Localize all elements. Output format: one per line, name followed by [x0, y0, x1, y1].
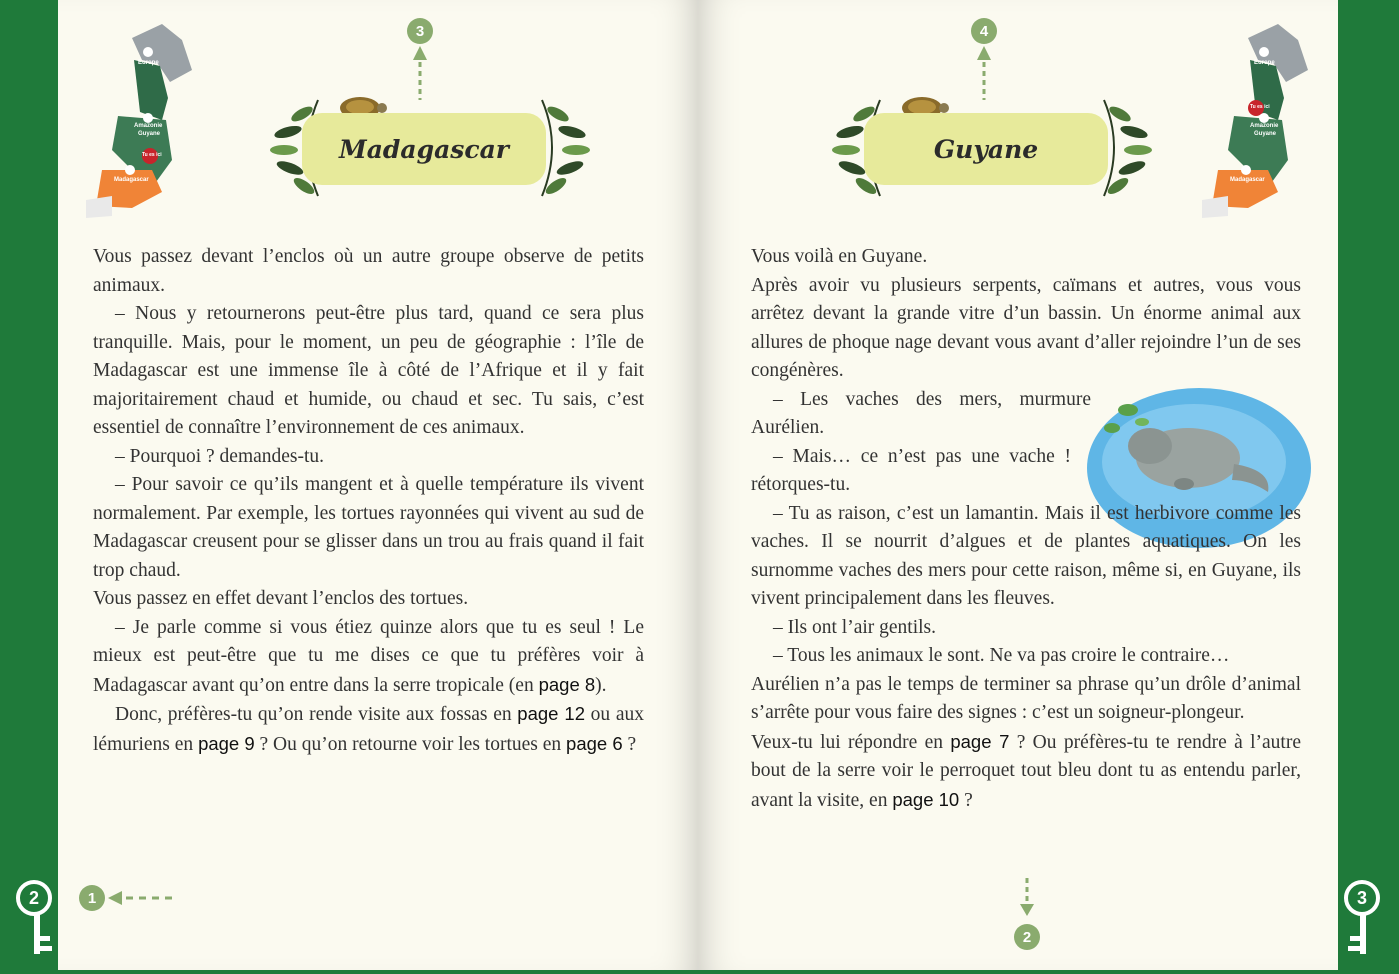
nav-page-circle-up[interactable]: 4 — [971, 18, 997, 44]
paragraph: – Nous y retournerons peut-être plus tard, quand ce sera plus tranquille. Mais, pour le moment, un peu de géographie : l’île de Madagascar est une immense île à côté de l’Afrique et il y fait majoritairement chaud et humide, ou chaud et sec. Tu sais, c’est essentiel de connaître l’environnement de ces animaux. — [93, 303, 644, 438]
key-icon — [28, 914, 54, 954]
nav-page-circle-up[interactable]: 3 — [407, 18, 433, 44]
chapter-title-banner: Madagascar — [302, 113, 546, 185]
paragraph: Aurélien n’a pas le temps de terminer sa phrase qu’un drôle d’animal s’arrête pour vous faire des signes : c’est un soigneur-plongeur. — [751, 673, 1301, 723]
left-body-text — [93, 243, 644, 759]
page-number-badge: 2 — [16, 880, 52, 916]
page-link-6[interactable]: page 6 — [566, 732, 623, 754]
paragraph: – Ils ont l’air gentils. — [773, 616, 937, 638]
page-number-badge: 3 — [1344, 880, 1380, 916]
page-link-10[interactable]: page 10 — [892, 788, 960, 810]
paragraph: Vous voilà en Guyane. — [751, 246, 928, 267]
map-label-guyane: Guyane — [138, 131, 161, 137]
map-label-europe: Europe — [1254, 60, 1275, 66]
paragraph: Veux-tu lui répondre en page 7 ? Ou préfères-tu te rendre à l’autre bout de la serre voir le perroquet tout bleu dont tu as entendu parler, avant la visite, en page 10 ? — [751, 730, 1301, 811]
paragraph: Vous passez devant l’enclos où un autre groupe observe de petits animaux. — [93, 246, 644, 296]
map-icon — [72, 20, 222, 220]
paragraph: – Pourquoi ? demandes-tu. — [115, 445, 325, 467]
map-label-europe: Europe — [138, 60, 159, 66]
right-page — [698, 0, 1338, 970]
paragraph: Donc, préfères-tu qu’on rende visite aux fossas en page 12 ou aux lémuriens en page 9 ? Ou qu’on retourne voir les tortues en page 6 ? — [93, 703, 645, 755]
nav-page-circle-back[interactable]: 1 — [79, 885, 105, 911]
chapter-title-banner: Guyane — [864, 113, 1108, 185]
arrow-up-icon — [977, 46, 991, 102]
map-label-madagascar: Madagascar — [1230, 177, 1265, 183]
paragraph: Vous passez en effet devant l’enclos des tortues. — [93, 588, 469, 609]
map-label-amazonie: Amazonie — [134, 123, 163, 129]
page-link-8[interactable]: page 8 — [538, 673, 596, 695]
paragraph: Après avoir vu plusieurs serpents, caïmans et autres, vous vous arrêtez devant la grande vitre d’un bassin. Un énorme animal aux allures de phoque nage devant vous avant d’aller rejoindre l’un de ses congénères. — [751, 274, 1301, 381]
map-label-you-here: Tu es ici — [142, 152, 162, 158]
left-page — [58, 0, 698, 970]
paragraph: – Mais… ce n’est pas une vache ! rétorques-tu. — [751, 445, 1071, 495]
page-link-7[interactable]: page 7 — [950, 730, 1010, 752]
map-label-guyane: Guyane — [1254, 131, 1277, 137]
map-label-madagascar: Madagascar — [114, 177, 149, 183]
map-icon — [1188, 20, 1338, 220]
nav-page-circle-down[interactable]: 2 — [1014, 924, 1040, 950]
arrow-left-icon — [108, 890, 176, 906]
paragraph: – Pour savoir ce qu’ils mangent et à quelle température ils vivent normalement. Par exemple, les tortues rayonnées qui vivent au sud de Madagascar creusent pour se glisser dans un trou au frais quand il fait trop chaud. — [93, 474, 644, 581]
page-link-9[interactable]: page 9 — [198, 732, 255, 754]
arrow-up-icon — [413, 46, 427, 102]
map-label-you-here: Tu es ici — [1250, 104, 1270, 110]
key-icon — [1346, 914, 1372, 954]
page-link-12[interactable]: page 12 — [517, 703, 585, 724]
paragraph: – Les vaches des mers, murmure Aurélien. — [751, 388, 1091, 438]
arrow-down-icon — [1020, 878, 1034, 918]
paragraph: – Tu as raison, c’est un lamantin. Mais il est herbivore comme les vaches. Il se nourrit d’algues et de plantes aquatiques. On les surnomme vaches des mers pour cette raison, même si, en Guyane, ils vivent principalement dans les fleuves. — [751, 502, 1301, 609]
paragraph: – Tous les animaux le sont. Ne va pas croire le contraire… — [773, 645, 1230, 666]
map-label-amazonie: Amazonie — [1250, 123, 1279, 129]
right-body-text — [751, 243, 1301, 815]
paragraph: – Je parle comme si vous étiez quinze alors que tu es seul ! Le mieux est peut-être que tu me dises ce que tu préfères voir à Madagascar avant qu’on entre dans la serre tropicale (en page 8). — [93, 616, 644, 696]
